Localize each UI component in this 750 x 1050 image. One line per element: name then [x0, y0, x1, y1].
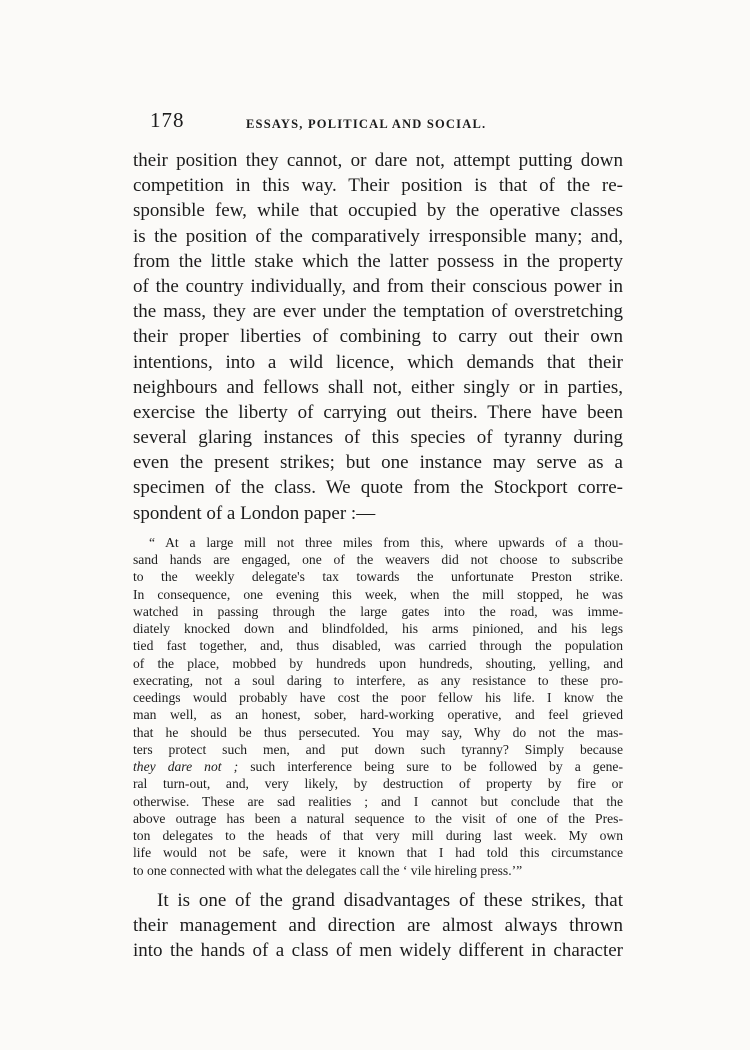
quote-line: diately knocked down and blindfolded, his arms pinioned, and his legs [133, 621, 623, 637]
running-title: ESSAYS, POLITICAL AND SOCIAL. [246, 117, 487, 131]
text-line: their position they cannot, or dare not, attempt putting down [133, 150, 623, 171]
page-header [150, 108, 620, 138]
quote-line: ceedings would probably have cost the poor fellow his life. I know the [133, 690, 623, 706]
page-number: 178 [150, 108, 185, 132]
quote-line: tied fast together, and, thus disabled, was carried through the population [133, 638, 623, 654]
quote-line: life would not be safe, were it known that I had told this circumstance [133, 845, 623, 861]
quote-line: watched in passing through the large gates into the road, was imme- [133, 603, 623, 619]
text-line: intentions, into a wild licence, which demands that their [133, 351, 623, 373]
text-line: neighbours and fellows shall not, either singly or in parties, [133, 376, 623, 398]
quote-line: man well, as an honest, sober, hard-working operative, and feel grieved [133, 707, 623, 723]
text-line: their management and direction are almost always thrown [133, 915, 623, 936]
quote-line: ral turn-out, and, very likely, by destruction of property by fire or [133, 776, 623, 792]
italic-phrase: they dare not ; [133, 759, 239, 775]
quote-line: In consequence, one evening this week, when the mill stopped, he was [133, 586, 623, 602]
text-line: competition in this way. Their position is that of the re- [133, 175, 623, 197]
quote-line-italic [133, 758, 623, 775]
quote-line-rest: such interference being sure to be followed by a gene- [250, 759, 623, 775]
text-line: the mass, they are ever under the temptation of overstretching [133, 301, 623, 323]
quote-line: “ At a large mill not three miles from this, where upwards of a thou- [149, 534, 623, 550]
text-line: their proper liberties of combining to carry out their own [133, 326, 623, 348]
text-line: from the little stake which the latter possess in the property [133, 250, 623, 272]
text-line: is the position of the comparatively irresponsible many; and, [133, 225, 623, 247]
text-line: into the hands of a class of men widely different in character [133, 940, 623, 962]
quote-line: ters protect such men, and put down such tyranny? Simply because [133, 741, 623, 757]
quote-line: that he should be thus persecuted. You may say, Why do not the mas- [133, 724, 623, 740]
text-line: exercise the liberty of carrying out theirs. There have been [133, 401, 623, 423]
text-line: of the country individually, and from their conscious power in [133, 275, 623, 297]
paragraph-1 [133, 148, 623, 526]
body-text [133, 148, 623, 963]
text-line: It is one of the grand disadvantages of these strikes, that [157, 889, 623, 911]
quote-line: ton delegates to the heads of that very mill during last week. My own [133, 828, 623, 844]
paragraph-2 [133, 888, 623, 964]
text-line: several glaring instances of this species of tyranny during [133, 427, 623, 449]
quote-line: execrating, not a soul daring to interfere, as any resistance to these pro- [133, 672, 623, 688]
block-quote [133, 534, 623, 879]
quote-line: of the place, mobbed by hundreds upon hundreds, shouting, yelling, and [133, 655, 623, 671]
quote-line: sand hands are engaged, one of the weavers did not choose to subscribe [133, 552, 623, 568]
quote-line: to one connected with what the delegates call the ‘ vile hireling press.’” [133, 862, 523, 878]
text-line: spondent of a London paper :— [133, 502, 376, 524]
quote-line: otherwise. These are sad realities ; and I cannot but conclude that the [133, 793, 623, 809]
text-line: even the present strikes; but one instance may serve as a [133, 452, 623, 474]
text-line: specimen of the class. We quote from the Stockport corre- [133, 477, 623, 499]
text-line: sponsible few, while that occupied by the operative classes [133, 200, 623, 222]
quote-line: above outrage has been a natural sequence to the visit of one of the Pres- [133, 810, 623, 826]
quote-line: to the weekly delegate's tax towards the unfortunate Preston strike. [133, 569, 623, 585]
